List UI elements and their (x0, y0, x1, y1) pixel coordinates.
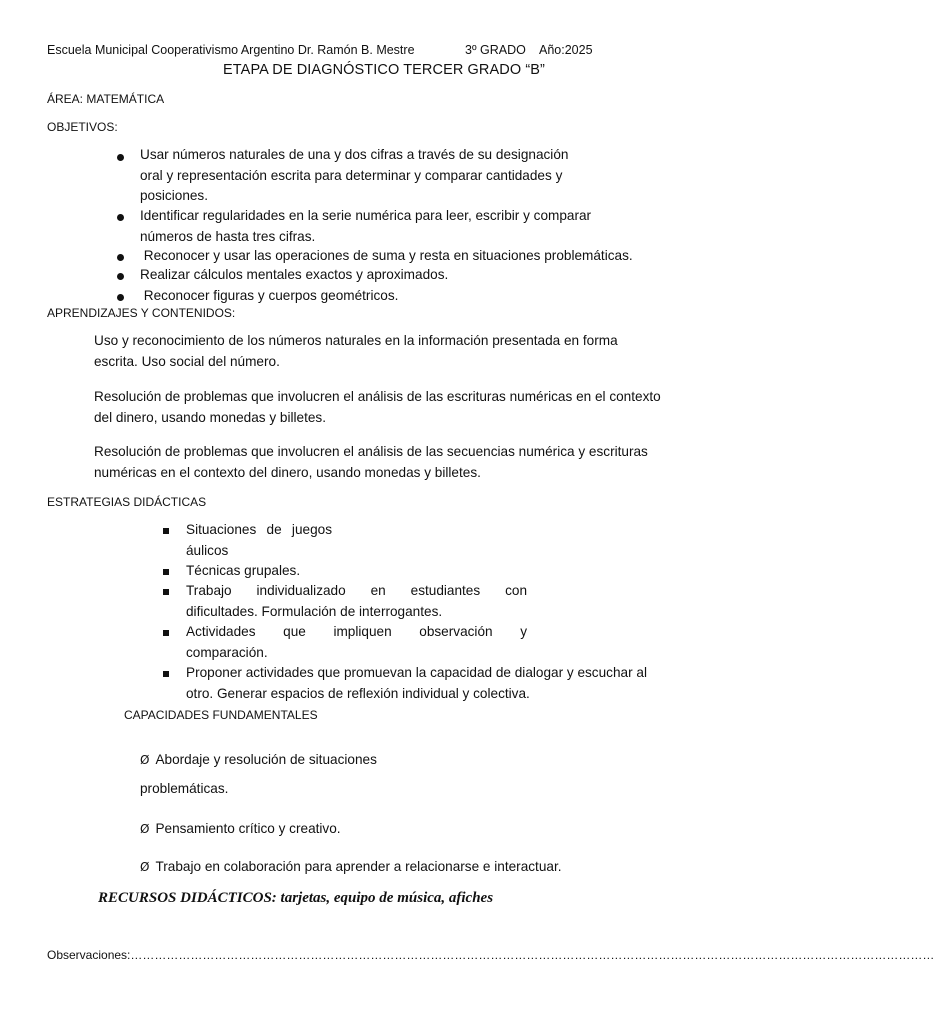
area-label: ÁREA: MATEMÁTICA (47, 92, 165, 106)
estrategias-heading: ESTRATEGIAS DIDÁCTICAS (47, 495, 207, 509)
bullet-icon (117, 294, 124, 301)
square-bullet-icon (163, 528, 169, 534)
observaciones-line: Observaciones:………………………………………………………………………………………………………………………………………………………………………………… (47, 948, 934, 962)
objetivo-item: Realizar cálculos mentales exactos y aproximados. (140, 267, 449, 282)
bullet-icon (117, 214, 124, 221)
page-title: ETAPA DE DIAGNÓSTICO TERCER GRADO “B” (223, 62, 545, 78)
estrategia-item: Proponer actividades que promuevan la capacidad de dialogar y escuchar al otro. Generar espacios de reflexión individual y colectiva. (186, 665, 647, 701)
square-bullet-icon (163, 569, 169, 575)
year-label: Año:2025 (539, 43, 593, 57)
capacidades-heading: CAPACIDADES FUNDAMENTALES (124, 708, 318, 722)
school-name: Escuela Municipal Cooperativismo Argentino Dr. Ramón B. Mestre (47, 43, 415, 57)
estrategia-item: Técnicas grupales. (186, 563, 301, 578)
objetivo-item: Usar números naturales de una y dos cifras a través de su designación oral y representación escrita para determinar y comparar cantidades y posiciones. (140, 147, 569, 203)
bullet-icon (117, 154, 124, 161)
objetivo-item: Reconocer figuras y cuerpos geométricos. (140, 288, 399, 303)
aprendizaje-paragraph: Uso y reconocimiento de los números naturales en la información presentada en forma escrita. Uso social del número. (94, 333, 618, 369)
capacidad-item: Ø Abordaje y resolución de situaciones (140, 752, 377, 767)
bullet-icon (117, 273, 124, 280)
estrategia-item: Situaciones de juegos áulicos (186, 522, 332, 558)
square-bullet-icon (163, 589, 169, 595)
estrategia-item: Actividades que impliquen observación y comparación. (186, 624, 527, 660)
arrow-bullet-icon: Ø (140, 753, 150, 767)
capacidad-item: Ø Pensamiento crítico y creativo. (140, 821, 341, 836)
estrategia-item: Trabajo individualizado en estudiantes con dificultades. Formulación de interrogantes. (186, 583, 527, 619)
aprendizajes-heading: APRENDIZAJES Y CONTENIDOS: (47, 306, 236, 320)
arrow-bullet-icon: Ø (140, 822, 150, 836)
square-bullet-icon (163, 671, 169, 677)
objetivos-heading: OBJETIVOS: (47, 120, 118, 134)
arrow-bullet-icon: Ø (140, 860, 150, 874)
grade-label: 3º GRADO (465, 43, 526, 57)
aprendizaje-paragraph: Resolución de problemas que involucren el análisis de las secuencias numérica y escrituras numéricas en el contexto del dinero, usando monedas y billetes. (94, 444, 648, 480)
objetivo-item: Reconocer y usar las operaciones de suma y resta en situaciones problemáticas. (140, 248, 633, 263)
bullet-icon (117, 254, 124, 261)
square-bullet-icon (163, 630, 169, 636)
aprendizaje-paragraph: Resolución de problemas que involucren el análisis de las escrituras numéricas en el contexto del dinero, usando monedas y billetes. (94, 389, 661, 425)
recursos-didacticos: RECURSOS DIDÁCTICOS: tarjetas, equipo de música, afiches (98, 890, 494, 906)
objetivo-item: Identificar regularidades en la serie numérica para leer, escribir y comparar números de hasta tres cifras. (140, 208, 592, 244)
capacidad-item-continuation: problemáticas. (140, 781, 229, 796)
capacidad-item: Ø Trabajo en colaboración para aprender a relacionarse e interactuar. (140, 859, 562, 874)
